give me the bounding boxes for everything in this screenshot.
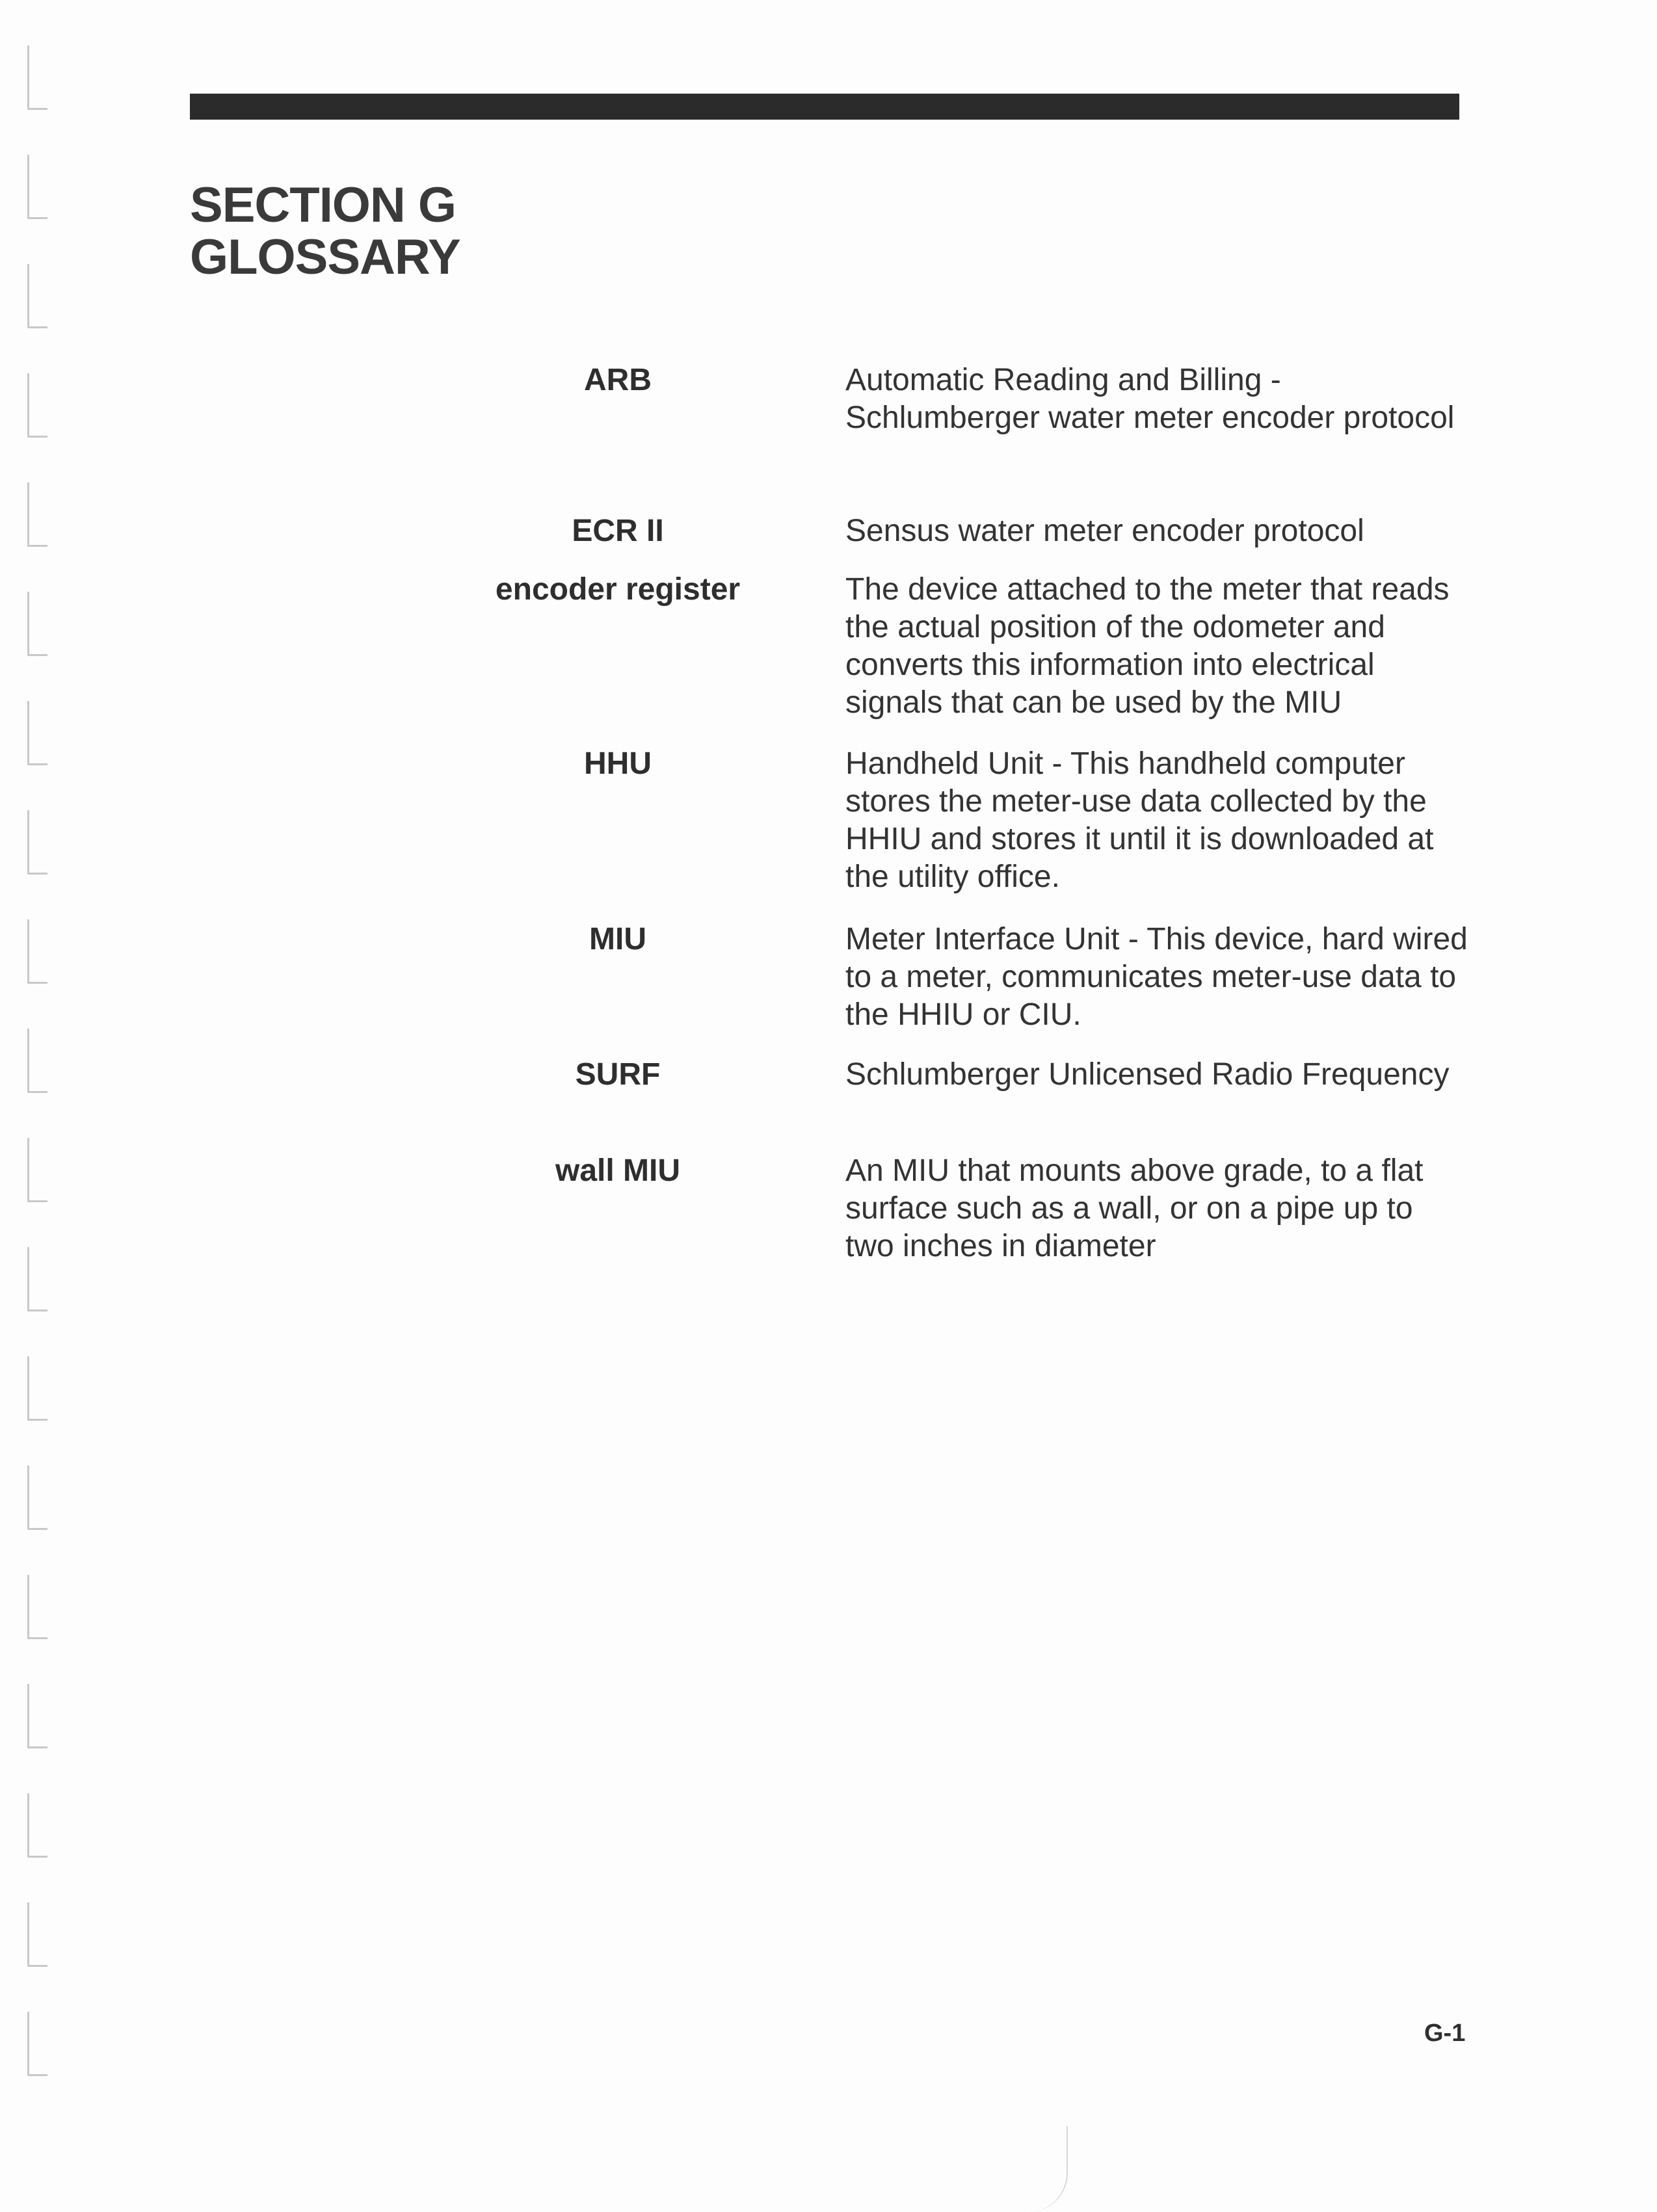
binding-hole-mark bbox=[27, 919, 47, 984]
page-curl-mark bbox=[1027, 2126, 1068, 2212]
binding-hole-mark bbox=[27, 1029, 47, 1093]
page-number: G-1 bbox=[1424, 2020, 1466, 2047]
binding-hole-mark bbox=[27, 155, 47, 219]
binding-hole-mark bbox=[27, 1138, 47, 1202]
glossary-definition: An MIU that mounts above grade, to a flat surface such as a wall, or on a pipe up to two inches in diameter bbox=[845, 1153, 1424, 1263]
binding-hole-mark bbox=[27, 1247, 47, 1311]
binding-hole-mark bbox=[27, 264, 47, 328]
glossary-entry bbox=[468, 1056, 1470, 1152]
glossary-definition: Handheld Unit - This handheld computer stores the meter-use data collected by the HHIU and stores it until it is downloaded at the utility office. bbox=[845, 746, 1434, 894]
binding-holes bbox=[23, 46, 62, 2094]
glossary-definition: Sensus water meter encoder protocol bbox=[845, 514, 1364, 548]
glossary-definition: Automatic Reading and Billing - Schlumberger water meter encoder protocol bbox=[845, 363, 1455, 435]
glossary-definition: The device attached to the meter that reads the actual position of the odometer and converts this information into electrical signals that can be used by the MIU bbox=[845, 572, 1450, 720]
header-rule bbox=[190, 94, 1459, 120]
section-heading bbox=[190, 179, 460, 283]
glossary-term: encoder register bbox=[495, 572, 741, 607]
binding-hole-mark bbox=[27, 2012, 47, 2076]
binding-hole-mark bbox=[27, 373, 47, 438]
glossary-term: MIU bbox=[589, 922, 646, 956]
section-label: SECTION G bbox=[190, 178, 457, 233]
binding-hole-mark bbox=[27, 482, 47, 547]
binding-hole-mark bbox=[27, 810, 47, 875]
binding-hole-mark bbox=[27, 592, 47, 656]
glossary-term: SURF bbox=[575, 1057, 661, 1092]
glossary-entry bbox=[468, 921, 1470, 1056]
glossary-term: ARB bbox=[584, 363, 652, 397]
section-title: GLOSSARY bbox=[190, 230, 460, 285]
glossary-definition: Schlumberger Unlicensed Radio Frequency bbox=[845, 1057, 1450, 1092]
binding-hole-mark bbox=[27, 46, 47, 110]
glossary-entry bbox=[468, 571, 1470, 745]
binding-hole-mark bbox=[27, 1793, 47, 1858]
glossary-definition: Meter Interface Unit - This device, hard wired to a meter, communicates meter-use data to the HHIU or CIU. bbox=[845, 922, 1468, 1032]
glossary-list bbox=[468, 362, 1470, 1269]
glossary-entry bbox=[468, 512, 1470, 571]
binding-hole-mark bbox=[27, 701, 47, 765]
binding-hole-mark bbox=[27, 1575, 47, 1639]
glossary-entry bbox=[468, 745, 1470, 921]
binding-hole-mark bbox=[27, 1684, 47, 1748]
glossary-term: HHU bbox=[584, 746, 652, 781]
binding-hole-mark bbox=[27, 1356, 47, 1421]
binding-hole-mark bbox=[27, 1466, 47, 1530]
glossary-term: wall MIU bbox=[555, 1153, 681, 1188]
glossary-term: ECR II bbox=[572, 514, 664, 548]
glossary-entry bbox=[468, 362, 1470, 512]
binding-hole-mark bbox=[27, 1903, 47, 1967]
glossary-entry bbox=[468, 1152, 1470, 1269]
